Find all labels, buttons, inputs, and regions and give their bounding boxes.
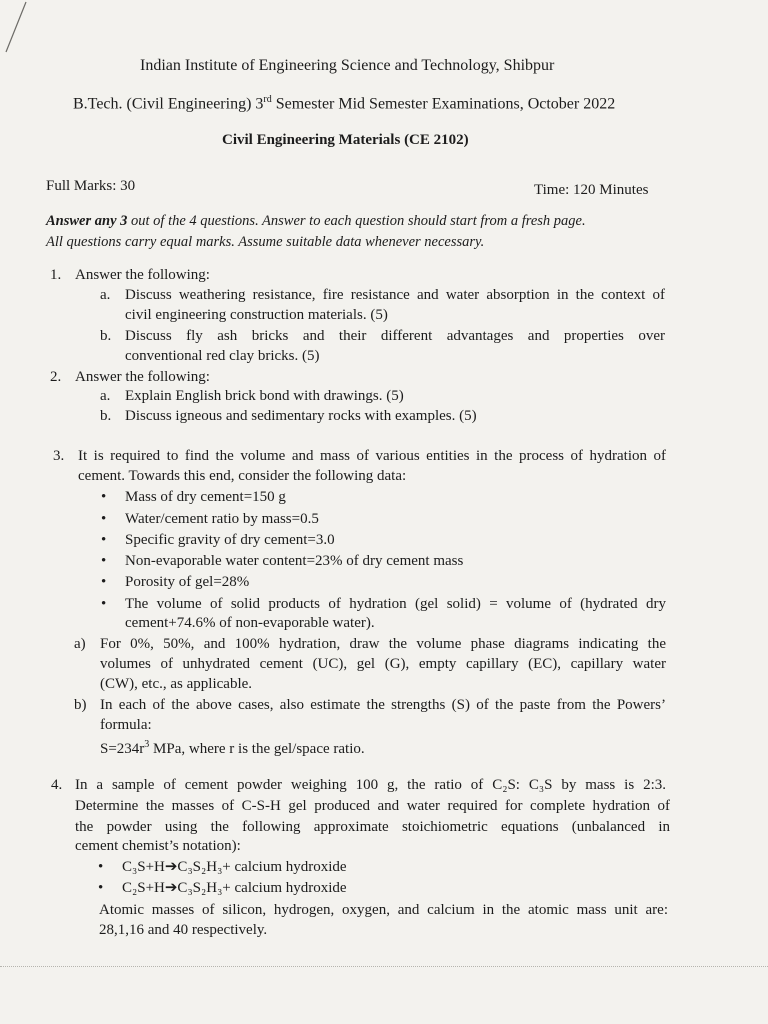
- q4-number: 4.: [51, 777, 63, 793]
- q3-line-2: cement. Towards this end, consider the following data:: [78, 468, 407, 484]
- q3-a-label: a): [74, 636, 86, 652]
- q3-line-1: It is required to find the volume and mass of various entities in the process of hydration of: [78, 448, 666, 464]
- q1-a-line-1: Discuss weathering resistance, fire resistance and water absorption in the context of: [125, 287, 665, 303]
- q3-bullet: • Water/cement ratio by mass=0.5: [125, 509, 319, 529]
- q4-equation: • C₂S+H➔C₃S₂H₃+ calcium hydroxide: [122, 878, 347, 898]
- q2-b-label: b.: [100, 408, 112, 424]
- scan-fold-line: [0, 966, 768, 968]
- full-marks: Full Marks: 30: [46, 178, 136, 194]
- institute-name: Indian Institute of Engineering Science and Technology, Shibpur: [140, 57, 555, 74]
- exam-title: B.Tech. (Civil Engineering) 3rd Semester Mid Semester Examinations, October 2022: [73, 94, 616, 113]
- page-corner-mark: [4, 0, 28, 60]
- q4-line-6: 28,1,16 and 40 respectively.: [99, 922, 268, 938]
- q1-b-line-1: Discuss fly ash bricks and their different advantages and properties over: [125, 328, 665, 344]
- course-title: Civil Engineering Materials (CE 2102): [222, 132, 469, 148]
- q3-bullet: • Mass of dry cement=150 g: [125, 487, 286, 507]
- q3-a-line-1: For 0%, 50%, and 100% hydration, draw the volume phase diagrams indicating the: [100, 636, 666, 652]
- q1-number: 1.: [50, 267, 62, 283]
- q3-b-line-2: formula:: [100, 717, 152, 733]
- q2-b-text: Discuss igneous and sedimentary rocks with examples. (5): [125, 408, 477, 424]
- q3-bullet: • The volume of solid products of hydration (gel solid) = volume of (hydrated dry: [125, 594, 666, 614]
- q2-a-label: a.: [100, 388, 111, 404]
- q4-line-3: the powder using the following approximate stoichiometric equations (unbalanced in: [75, 819, 670, 835]
- q1-b-label: b.: [100, 328, 112, 344]
- q3-a-line-3: (CW), etc., as applicable.: [100, 676, 253, 692]
- q3-bullet: • Non-evaporable water content=23% of dry cement mass: [125, 551, 463, 571]
- q1-b-line-2: conventional red clay bricks. (5): [125, 348, 320, 364]
- powers-formula: $S=234r^3$ MPa, where r is the gel/space ratio.: [100, 739, 365, 757]
- exam-time: Time: 120 Minutes: [534, 182, 649, 198]
- q4-line-2: Determine the masses of C-S-H gel produced and water required for complete hydration of: [75, 798, 670, 814]
- q3-b-line-1: In each of the above cases, also estimate the strengths (S) of the paste from the Powers’: [100, 697, 666, 713]
- instructions-line-2: All questions carry equal marks. Assume suitable data whenever necessary.: [46, 234, 485, 250]
- q1-a-label: a.: [100, 287, 111, 303]
- q2-a-text: Explain English brick bond with drawings. (5): [125, 388, 404, 404]
- q3-bullet: • Porosity of gel=28%: [125, 572, 249, 592]
- q4-equation: • C₃S+H➔C₃S₂H₃+ calcium hydroxide: [122, 857, 347, 877]
- q2-stem: Answer the following:: [75, 369, 210, 385]
- q4-line-4: cement chemist’s notation):: [75, 838, 241, 854]
- q4-line-5: Atomic masses of silicon, hydrogen, oxygen, and calcium in the atomic mass unit are:: [99, 902, 668, 918]
- q3-bullet: • Specific gravity of dry cement=3.0: [125, 530, 335, 550]
- q1-a-line-2: civil engineering construction materials. (5): [125, 307, 388, 323]
- q3-a-line-2: volumes of unhydrated cement (UC), gel (G), empty capillary (EC), capillary water: [100, 656, 666, 672]
- q2-number: 2.: [50, 369, 62, 385]
- q4-line-1: In a sample of cement powder weighing 100 g, the ratio of C₂S: C₃S by mass is 2:3.: [75, 777, 666, 793]
- q3-bullet-6-line-2: cement+74.6% of non-evaporable water).: [125, 615, 375, 631]
- q3-number: 3.: [53, 448, 65, 464]
- q3-b-label: b): [74, 697, 87, 713]
- q1-stem: Answer the following:: [75, 267, 210, 283]
- instructions-line-1: Answer any 3 out of the 4 questions. Answer to each question should start from a fresh page.: [46, 213, 586, 229]
